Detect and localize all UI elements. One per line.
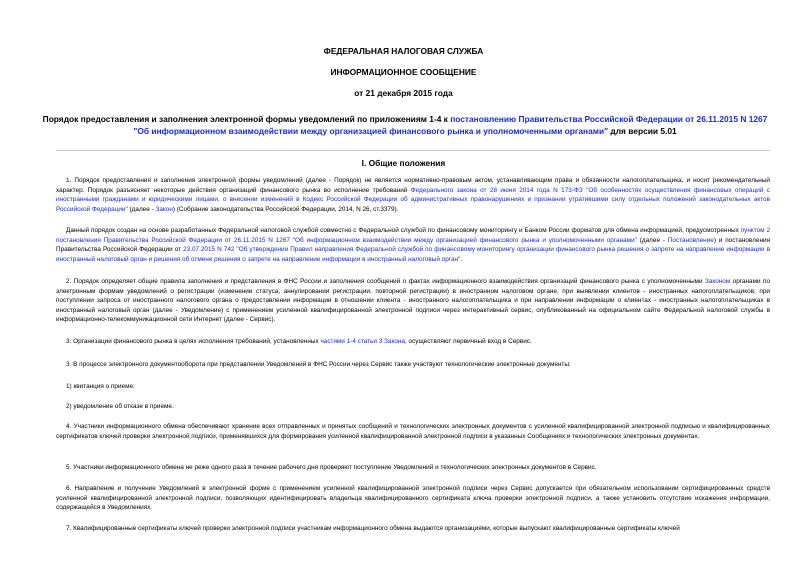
paragraph-2 [56,226,770,264]
law-link-2[interactable]: Законом [704,278,731,285]
paragraph-2-text-4: . [460,255,463,263]
paragraph-4 [56,337,770,347]
header-date: от 21 декабря 2015 года [354,88,453,98]
paragraph-11: 7. Квалифицированные сертификаты ключей проверки электронной подписи участникам информационного обмена выдаются организациями, которые выпускают квалифицированные сертификаты ключей [66,525,680,532]
title-text-end: для версии 5.01 [608,126,677,136]
paragraph-7: 2) уведомление об отказе в приеме. [66,403,174,410]
paragraph-6: 1) квитанция о приеме; [66,383,135,390]
paragraph-4-text-2: , осуществляют первичный вход в Сервис. [404,338,532,345]
resolution-item-link[interactable]: пунктом 2 постановления Правительства Российской Федерации от 26.11.2015 N 1267 "Об информационном взаимодействии между организацией финансового рынка и уполномоченными органами" [56,227,770,244]
paragraph-10: 6. Направление и получение Уведомлений в электронной форме с применением усиленной квалифицированной электронной подписи через Сервис допускается при обязательном использовании сертифицированных средств усиленной квалифицированной электронной подписи, позволяющих идентифицировать владельца квалифицированного сертификата ключа проверки электронной подписи, а также установить отсутствие искажения информации, содержащейся в Уведомлениях. [56,485,770,512]
paragraph-9: 5. Участники информационного обмена не реже одного раза в течение рабочего дня проверяют поступление Уведомлений и технологических электронных документов в Сервис. [66,464,597,471]
paragraph-2-text: Данный порядок создан на основе разработанных Федеральной налоговой службой совместно с Федеральной службой по финансовому мониторингу и Банком России форматов для обмена информацией, предусмотренных [66,227,741,234]
paragraph-1 [56,176,770,214]
title-text-start: Порядок предоставления и заполнения электронной формы уведомлений по приложениям 1-4 к [42,114,451,124]
paragraph-3-text-2: органами по электронным формам уведомлений о регистрации (изменении статуса, аннулировании регистрации, повторной регистрации) в иностранном налоговом органе, при выявлении клиентов - иностранных налогоплательщиков, при поступлении запроса от иностранного налогового органа о предоставлении информации в отношении клиента - иностранного налогоплательщика и при направлении информации о клиентах - иностранных налогоплательщиках в иностранный налоговый орган (далее - Уведомление) с применением усиленной квалифицированной электронной подписи через интерактивный сервис, опубликованный на официальном сайте Федеральной налоговой службы в информационно-телекоммуникационной сети Интернет (далее - Сервис). [56,278,770,324]
paragraph-2-text-3: ) и постановления Правительства Российской Федерации от [56,236,771,254]
paragraph-1-text-3: ) (Собрание законодательства Российской Федерации, 2014, N 26, ст.3379). [172,205,399,213]
federal-law-link[interactable]: Федерального закона от 28 июня 2014 года N 173-ФЗ "Об особенностях осуществления финансовых операций с иностранными гражданами и юридическими лицами, о внесении изменений в Кодекс Российской Федерации об административных правонарушениях и признании утратившими силу отдельных положений законодательных актов Российской Федерации" [56,186,771,213]
resolution-link[interactable]: Постановление [667,236,714,244]
header-doc-type: ИНФОРМАЦИОННОЕ СООБЩЕНИЕ [330,67,477,77]
paragraph-3 [56,277,770,325]
section-heading: I. Общие положения [361,158,446,168]
paragraph-5: 3. В процессе электронного документооборота при представлении Уведомлений в ФНС России через Сервис также участвуют технологические электронные документы: [66,361,571,368]
law-link[interactable]: Закон [155,205,173,213]
paragraph-1-text-2: (далее - [127,205,156,213]
paragraph-3-text: 2. Порядок определяет общие правила заполнения и представления в ФНС России и заполнения сообщений о фактах информационного взаимодействия организаций финансового рынка с уполномоченными [66,278,705,285]
divider [56,150,770,151]
resolution-742-link[interactable]: 23.07.2015 N 742 "Об утверждении Правил направления Федеральной службой по финансовому мониторингу организации финансового рынка решения о запрете на направление информации в иностранный налоговый орган и решения об отмене решения о запрете на направление информации в иностранный налоговый орган" [56,246,770,263]
title-resolution-link[interactable]: постановлению Правительства Российской Федерации от 26.11.2015 N 1267 "Об информационном взаимодействии между организацией финансового рынка и уполномоченными органами" [133,114,768,136]
paragraph-1-text: 1. Порядок предоставления и заполнения электронной формы уведомлений (далее - Порядок) не является нормативно-правовым актом, устанавливающим права и обязанности налогоплательщика, и носит рекомендательный характер. Порядок разъясняет некоторые действия организаций финансового рынка во исполнение требований [56,177,770,194]
header-org: ФЕДЕРАЛЬНАЯ НАЛОГОВАЯ СЛУЖБА [323,46,484,56]
law-articles-link[interactable]: частями 1-4 статьи 3 Закона [320,338,405,345]
paragraph-4-text: 3. Организации финансового рынка в целях исполнения требований, установленных [66,338,321,345]
document-title [40,113,770,137]
paragraph-2-text-2: (далее - [636,236,668,244]
paragraph-8: 4. Участники информационного обмена обеспечивают хранение всех отправленных и принятых сообщений и технологических электронных документов с усиленной квалифицированной электронной подписью и квалифицированных сертификатов ключей проверки электронной подписи, применявшихся для формирования усиленной квалифицированной электронной подписи в указанных Сообщениях и технологических электронных документах. [56,423,770,440]
